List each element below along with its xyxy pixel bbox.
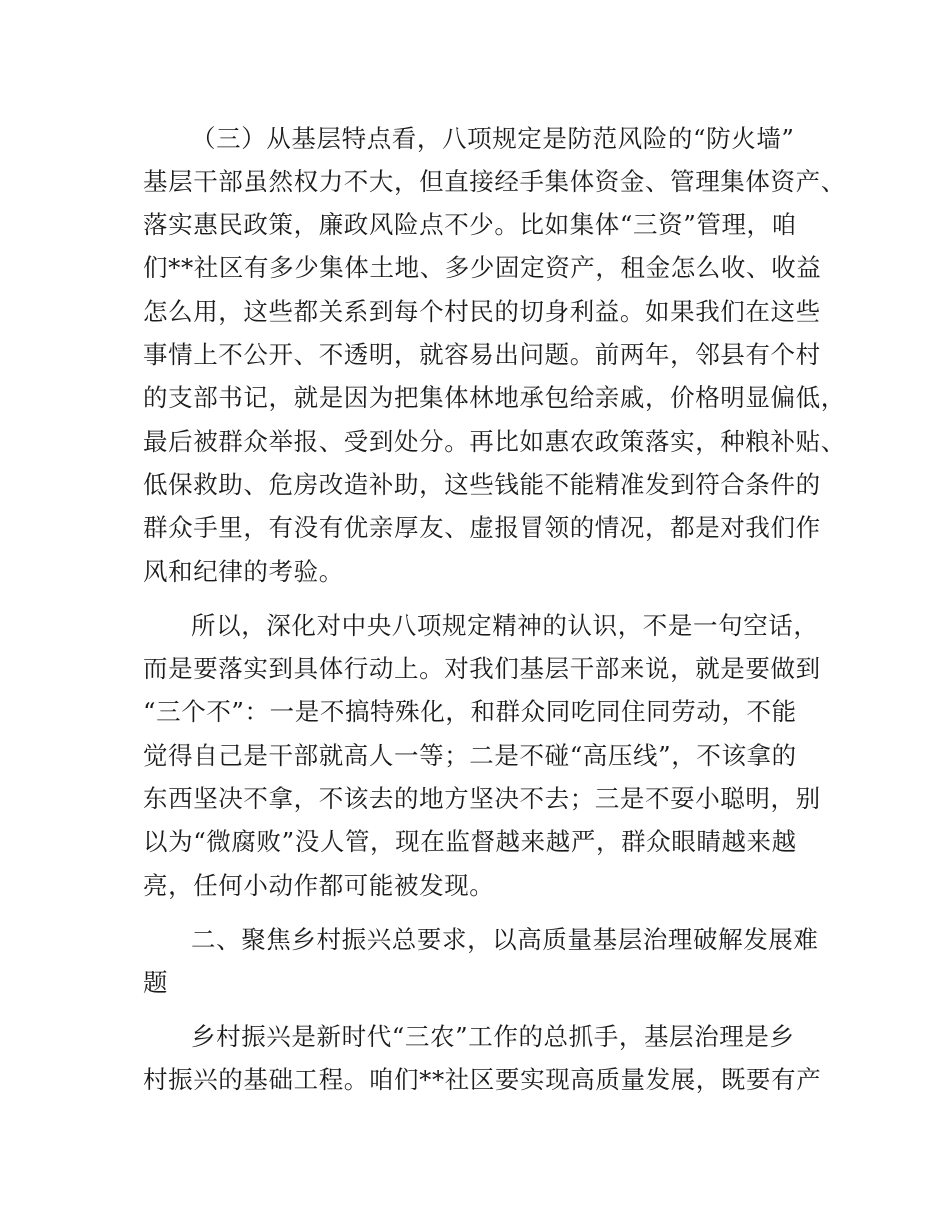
paragraph-line: 落实惠民政策，廉政风险点不少。比如集体“三资”管理，咱: [143, 210, 797, 239]
paragraph-line: 觉得自己是干部就高人一等；二是不碰“高压线”，不该拿的: [143, 741, 797, 770]
section-heading-two: 二、聚焦乡村振兴总要求，以高质量基层治理破解发展难: [191, 925, 819, 954]
subheading-three: （三）从基层特点看，八项规定是防范风险的“防火墙”: [191, 124, 795, 153]
paragraph-line: 以为“微腐败”没人管，现在监督越来越严，群众眼睛越来越: [143, 827, 797, 856]
paragraph-line: 们**社区有多少集体土地、多少固定资产，租金怎么收、收益: [143, 253, 822, 282]
paragraph-line: 乡村振兴是新时代“三农”工作的总抓手，基层治理是乡: [191, 1022, 795, 1051]
paragraph-line: 低保救助、危房改造补助，这些钱能不能精准发到符合条件的: [143, 470, 821, 499]
paragraph-line: 的支部书记，就是因为把集体林地承包给亲戚，价格明显偏低，: [143, 383, 846, 412]
section-heading-two-cont: 题: [143, 968, 169, 997]
paragraph-line: 而是要落实到具体行动上。对我们基层干部来说，就是要做到: [143, 654, 821, 683]
paragraph-line: 东西坚决不拿，不该去的地方坚决不去；三是不耍小聪明，别: [143, 784, 821, 813]
paragraph-line: 群众手里，有没有优亲厚友、虚报冒领的情况，都是对我们作: [143, 513, 821, 542]
paragraph-line: 所以，深化对中央八项规定精神的认识，不是一句空话，: [191, 611, 819, 640]
paragraph-line: 基层干部虽然权力不大，但直接经手集体资金、管理集体资产、: [143, 167, 846, 196]
paragraph-line: 事情上不公开、不透明，就容易出问题。前两年，邻县有个村: [143, 340, 821, 369]
paragraph-line: 怎么用，这些都关系到每个村民的切身利益。如果我们在这些: [143, 297, 821, 326]
paragraph-line: 亮，任何小动作都可能被发现。: [143, 871, 495, 900]
paragraph-line: 最后被群众举报、受到处分。再比如惠农政策落实，种粮补贴、: [143, 427, 846, 456]
paragraph-line: “三个不”：一是不搞特殊化，和群众同吃同住同劳动，不能: [143, 697, 797, 726]
paragraph-line: 村振兴的基础工程。咱们**社区要实现高质量发展，既要有产: [143, 1065, 822, 1094]
paragraph-line: 风和纪律的考验。: [143, 557, 344, 586]
